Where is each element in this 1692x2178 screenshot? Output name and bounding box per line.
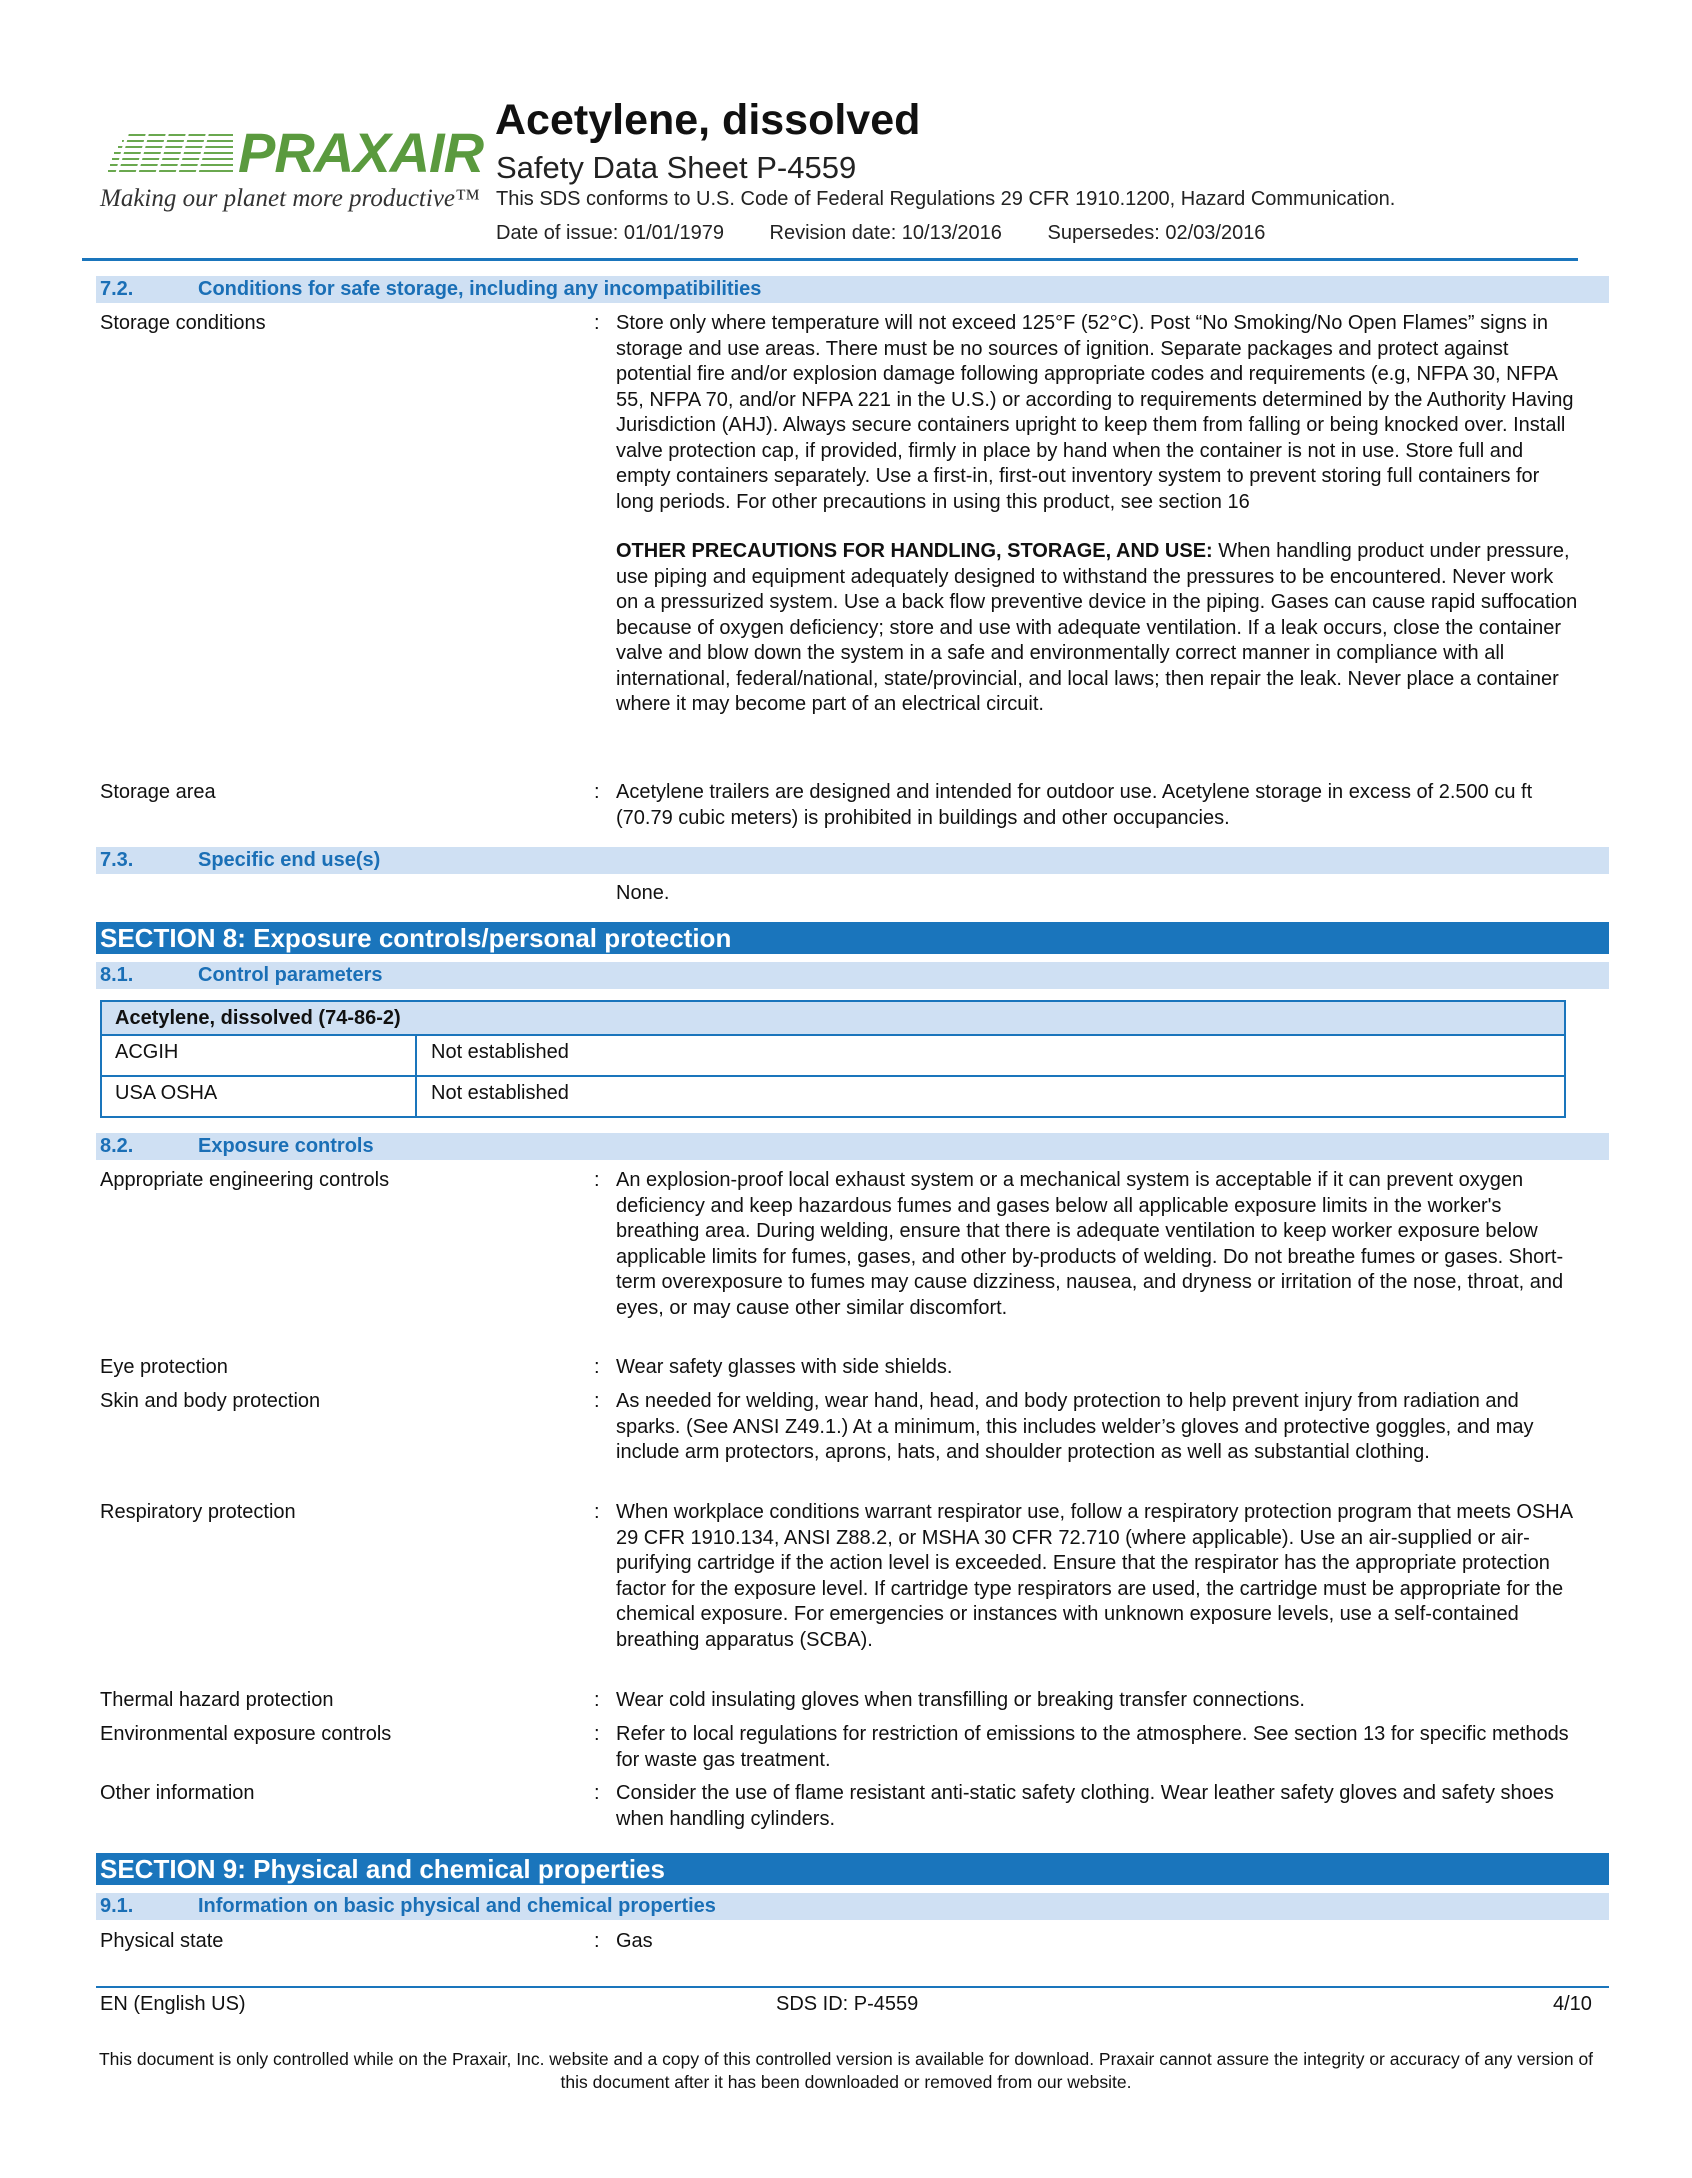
subsection-number: 9.1.: [100, 1895, 134, 1917]
header-divider: [82, 258, 1578, 261]
field-colon: :: [594, 1390, 600, 1412]
document-subtitle: Safety Data Sheet P-4559: [496, 150, 857, 185]
subsection-title: Conditions for safe storage, including any incompatibilities: [198, 278, 762, 300]
field-colon: :: [594, 1689, 600, 1711]
table-cell-name: USA OSHA: [102, 1077, 417, 1116]
field-value: Wear safety glasses with side shields.: [616, 1356, 953, 1378]
field-colon: :: [594, 1723, 600, 1745]
subsection-9-1-bar: [96, 1893, 1609, 1920]
other-precautions-heading: OTHER PRECAUTIONS FOR HANDLING, STORAGE, AND USE:: [616, 540, 1213, 562]
supersedes-date: Supersedes: 02/03/2016: [1047, 222, 1266, 244]
field-label: Thermal hazard protection: [100, 1689, 334, 1711]
logo-wordmark: PRAXAIR: [238, 121, 484, 184]
field-colon: :: [594, 312, 600, 334]
footer-divider: [96, 1986, 1609, 1988]
field-colon: :: [594, 781, 600, 803]
field-label: Skin and body protection: [100, 1390, 321, 1412]
table-cell-value: Not established: [431, 1041, 569, 1063]
field-value: Wear cold insulating gloves when transfilling or breaking transfer connections.: [616, 1689, 1305, 1711]
footer-disclaimer: This document is only controlled while on the Praxair, Inc. website and a copy of this controlled version is available for download. Praxair cannot assure the integrity or accuracy of any version of this document after it has been downloaded or removed from our website.: [98, 2049, 1594, 2092]
footer-page-number: 4/10: [1553, 1993, 1592, 2015]
section-title: SECTION 8: Exposure controls/personal protection: [100, 923, 732, 953]
table-header: Acetylene, dissolved (74-86-2): [102, 1002, 1564, 1036]
praxair-logo: [98, 121, 484, 220]
issue-date: Date of issue: 01/01/1979: [496, 222, 724, 244]
field-value: As needed for welding, wear hand, head, and body protection to help prevent injury from radiation and sparks. (See ANSI Z49.1.) At a minimum, this includes welder’s gloves and protective goggles, and may include arm protectors, aprons, hats, and shoulder protection as well as substantial clothing.: [616, 1390, 1534, 1463]
field-value: Acetylene trailers are designed and intended for outdoor use. Acetylene storage in excess of 2.500 cu ft (70.79 cubic meters) is prohibited in buildings and other occupancies.: [616, 781, 1533, 829]
field-label: Other information: [100, 1782, 255, 1804]
table-row: [102, 1036, 1564, 1075]
table-cell-value: Not established: [431, 1082, 569, 1104]
storage-conditions-text: Store only where temperature will not exceed 125°F (52°C). Post “No Smoking/No Open Flames” signs in storage and use areas. There must be no sources of ignition. Separate packages and protect against potential fire and/or explosion damage following appropriate codes and requirements (e.g, NFPA 30, NFPA 55, NFPA 70, and/or NFPA 221 in the U.S.) or according to requirements determined by the Authority Having Jurisdiction (AHJ). Always secure containers upright to keep them from falling or being knocked over. Install valve protection cap, if provided, firmly in place by hand when the container is not in use. Store full and empty containers separately. Use a first-in, first-out inventory system to prevent storing full containers for long periods. For other precautions in using this product, see section 16: [616, 312, 1574, 513]
document-dates: [496, 222, 1305, 245]
field-value: Consider the use of flame resistant anti-static safety clothing. Wear leather safety gloves and safety shoes when handling cylinders.: [616, 1782, 1554, 1830]
footer-sds-id: SDS ID: P-4559: [776, 1993, 919, 2015]
field-value: Gas: [616, 1930, 653, 1952]
table-cell-name: ACGIH: [102, 1036, 417, 1075]
field-colon: :: [594, 1501, 600, 1523]
conformance-statement: This SDS conforms to U.S. Code of Federal Regulations 29 CFR 1910.1200, Hazard Communication.: [496, 188, 1396, 210]
footer-language: EN (English US): [100, 1993, 246, 2015]
field-value: An explosion-proof local exhaust system or a mechanical system is acceptable if it can prevent oxygen deficiency and keep hazardous fumes and gases below all applicable exposure limits in the worker's breathing area. During welding, ensure that there is adequate ventilation to keep worker exposure below applicable limits for fumes, gases, and other by-products of welding. Do not breathe fumes or gases. Short-term overexposure to fumes may cause dizziness, nausea, and dryness or irritation of the nose, throat, and eyes, or may cause other similar discomfort.: [616, 1169, 1564, 1319]
subsection-title: Specific end use(s): [198, 849, 381, 871]
subsection-8-1-bar: [96, 962, 1609, 989]
table-row: [102, 1075, 1564, 1116]
field-label: Environmental exposure controls: [100, 1723, 392, 1745]
field-colon: :: [594, 1782, 600, 1804]
document-title: Acetylene, dissolved: [495, 96, 921, 144]
control-parameters-table: [100, 1000, 1566, 1118]
subsection-number: 8.2.: [100, 1135, 134, 1157]
field-value: [616, 311, 1580, 718]
field-colon: :: [594, 1356, 600, 1378]
subsection-title: Control parameters: [198, 964, 383, 986]
logo-tagline: Making our planet more productive™: [100, 185, 480, 212]
field-value: When workplace conditions warrant respirator use, follow a respiratory protection program that meets OSHA 29 CFR 1910.134, ANSI Z88.2, or MSHA 30 CFR 72.710 (where applicable). Use an air-supplied or air-purifying cartridge if the action level is exceeded. Ensure that the respirator has the appropriate protection factor for the exposure level. If cartridge type respirators are used, the cartridge must be appropriate for the chemical exposure. For emergencies or instances with unknown exposure levels, use a self-contained breathing apparatus (SCBA).: [616, 1501, 1572, 1651]
subsection-8-2-bar: [96, 1133, 1609, 1160]
logo-stripes-icon: [108, 131, 233, 177]
field-label: Appropriate engineering controls: [100, 1169, 390, 1191]
subsection-title: Information on basic physical and chemical properties: [198, 1895, 716, 1917]
field-label: Storage area: [100, 781, 216, 803]
revision-date: Revision date: 10/13/2016: [769, 222, 1002, 244]
subsection-number: 8.1.: [100, 964, 134, 986]
section-8-bar: [96, 922, 1609, 954]
field-label: Respiratory protection: [100, 1501, 296, 1523]
subsection-7-3-bar: [96, 847, 1609, 874]
field-colon: :: [594, 1169, 600, 1191]
subsection-number: 7.3.: [100, 849, 134, 871]
subsection-number: 7.2.: [100, 278, 134, 300]
subsection-title: Exposure controls: [198, 1135, 374, 1157]
field-value: Refer to local regulations for restriction of emissions to the atmosphere. See section 13 for specific methods for waste gas treatment.: [616, 1723, 1569, 1771]
section-9-bar: [96, 1853, 1609, 1885]
field-colon: :: [594, 1930, 600, 1952]
section-title: SECTION 9: Physical and chemical properties: [100, 1854, 665, 1884]
subsection-7-2-bar: [96, 276, 1609, 303]
specific-end-use-value: None.: [616, 882, 670, 904]
other-precautions-text: [616, 539, 1580, 718]
field-label: Physical state: [100, 1930, 224, 1952]
field-label: Storage conditions: [100, 312, 266, 334]
other-precautions-body: When handling product under pressure, use piping and equipment adequately designed to withstand the pressures to be encountered. Never work on a pressurized system. Use a back flow preventive device in the piping. Gases can cause rapid suffocation because of oxygen deficiency; store and use with adequate ventilation. If a leak occurs, close the container valve and blow down the system in a safe and environmentally correct manner in compliance with all international, federal/national, state/provincial, and local laws; then repair the leak. Never place a container where it may become part of an electrical circuit.: [616, 540, 1578, 715]
field-label: Eye protection: [100, 1356, 228, 1378]
